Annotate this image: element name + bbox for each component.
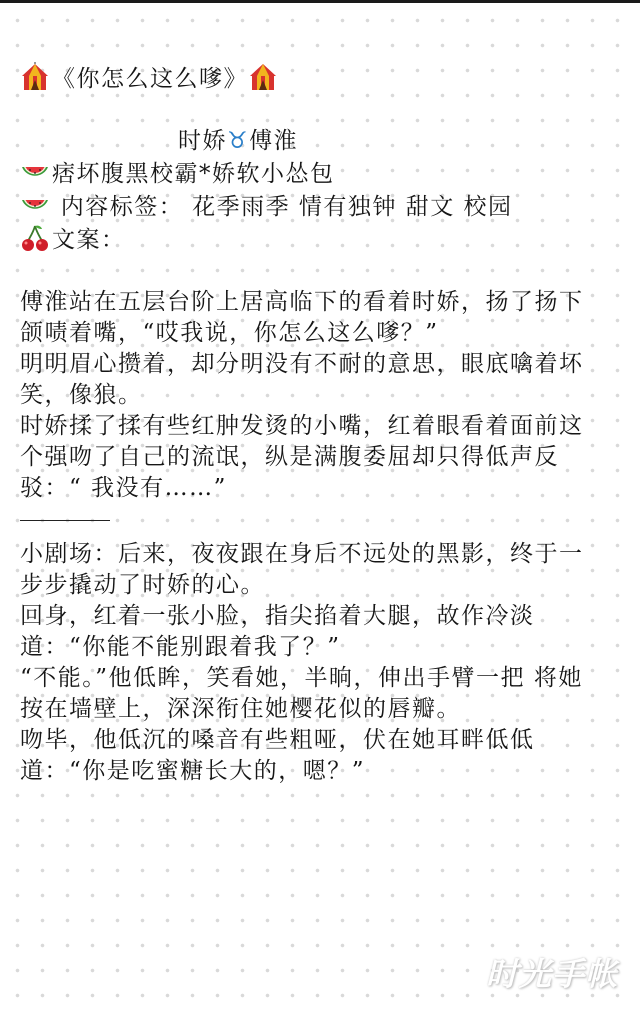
watermelon-icon bbox=[20, 190, 50, 220]
copy-label-line bbox=[20, 223, 600, 256]
top-status-bar-edge bbox=[0, 0, 640, 3]
synopsis-paragraph: 明明眉心攒着，却分明没有不耐的意思，眼底噙着坏笑，像狼。 bbox=[20, 351, 584, 408]
book-title: 《你怎么这么嗲》 bbox=[52, 66, 248, 92]
content-tags-text: 内容标签： 花季雨季 情有独钟 甜文 校园 bbox=[52, 194, 513, 220]
pairing-line bbox=[20, 126, 600, 157]
circus-tent-icon bbox=[248, 62, 278, 92]
section-divider bbox=[20, 520, 110, 521]
pairing-left: 时娇 bbox=[178, 128, 227, 154]
book-title-line bbox=[20, 62, 600, 95]
cherry-icon bbox=[20, 223, 50, 253]
pairing-right: 傅淮 bbox=[249, 128, 299, 154]
theater-paragraph: 吻毕，他低沉的嗓音有些粗哑，伏在她耳畔低低道：“你是吃蜜糖长大的，嗯？” bbox=[20, 727, 535, 784]
theater-paragraph: “不能。”他低眸，笑看她，半晌，伸出手臂一把 将她按在墙壁上，深深衔住她樱花似的唇瓣。 bbox=[20, 665, 583, 722]
tag-text: 痞坏腹黑校霸*娇软小怂包 bbox=[52, 161, 335, 187]
tag-line bbox=[20, 157, 600, 190]
circus-tent-icon bbox=[20, 62, 50, 92]
theater-paragraph: 小剧场：后来，夜夜跟在身后不远处的黑影，终于一步步撬动了时娇的心。 bbox=[20, 541, 584, 598]
theater-paragraph: 回身，红着一张小脸，指尖掐着大腿，故作冷淡道：“你能不能别跟着我了？” bbox=[20, 603, 535, 660]
app-watermark: 时光手帐 bbox=[485, 955, 618, 993]
content-tags-line bbox=[20, 190, 600, 223]
post-content bbox=[20, 62, 600, 787]
synopsis-paragraph: 傅淮站在五层台阶上居高临下的看着时娇，扬了扬下颌啧着嘴，“哎我说，你怎么这么嗲？” bbox=[20, 289, 584, 346]
taurus-icon: ♉ bbox=[227, 128, 250, 154]
copy-label: 文案： bbox=[52, 227, 126, 253]
synopsis-paragraph: 时娇揉了揉有些红肿发烫的小嘴，红着眼看着面前这个强吻了自己的流氓，纵是满腹委屈却只得低声反驳：“ 我没有……” bbox=[20, 413, 584, 501]
watermelon-icon bbox=[20, 157, 50, 187]
